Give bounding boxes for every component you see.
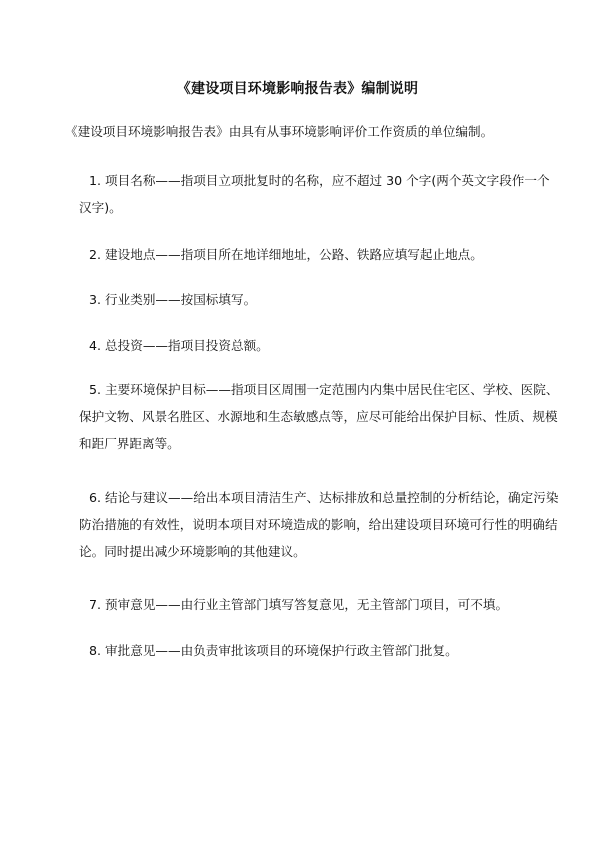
list-item	[79, 484, 559, 565]
list-item	[79, 241, 559, 268]
list-item	[79, 591, 559, 618]
item-text: 结论与建议——给出本项目清洁生产、达标排放和总量控制的分析结论，确定污染防治措施的有效性，说明本项目对环境造成的影响，给出建设项目环境可行性的明确结论。同时提出减少环境影响的其他建议。	[79, 490, 559, 559]
item-number: 3.	[89, 292, 102, 307]
list-item	[79, 376, 559, 457]
intro-paragraph: 《建设项目环境影响报告表》由具有从事环境影响评价工作资质的单位编制。	[65, 124, 494, 139]
item-text: 审批意见——由负责审批该项目的环境保护行政主管部门批复。	[105, 643, 458, 658]
list-item	[79, 332, 559, 359]
item-number: 2.	[89, 247, 102, 262]
list-item	[79, 167, 559, 221]
item-text: 预审意见——由行业主管部门填写答复意见，无主管部门项目，可不填。	[105, 597, 509, 612]
item-number: 8.	[89, 643, 102, 658]
item-text: 主要环境保护目标——指项目区周围一定范围内内集中居民住宅区、学校、医院、保护文物、风景名胜区、水源地和生态敏感点等，应尽可能给出保护目标、性质、规模和距厂界距离等。	[79, 382, 559, 451]
item-text: 行业类别——按国标填写。	[105, 292, 257, 307]
item-number: 7.	[89, 597, 102, 612]
item-text: 项目名称——指项目立项批复时的名称，应不超过 30 个字(两个英文字段作一个汉字)。	[79, 173, 550, 215]
item-number: 5.	[89, 382, 102, 397]
document-title: 《建设项目环境影响报告表》编制说明	[176, 81, 419, 97]
item-text: 建设地点——指项目所在地详细地址，公路、铁路应填写起止地点。	[105, 247, 483, 262]
item-number: 6.	[89, 490, 102, 505]
item-text: 总投资——指项目投资总额。	[105, 338, 269, 353]
list-item	[79, 286, 559, 313]
item-number: 4.	[89, 338, 102, 353]
list-item	[79, 637, 559, 664]
item-number: 1.	[89, 173, 102, 188]
